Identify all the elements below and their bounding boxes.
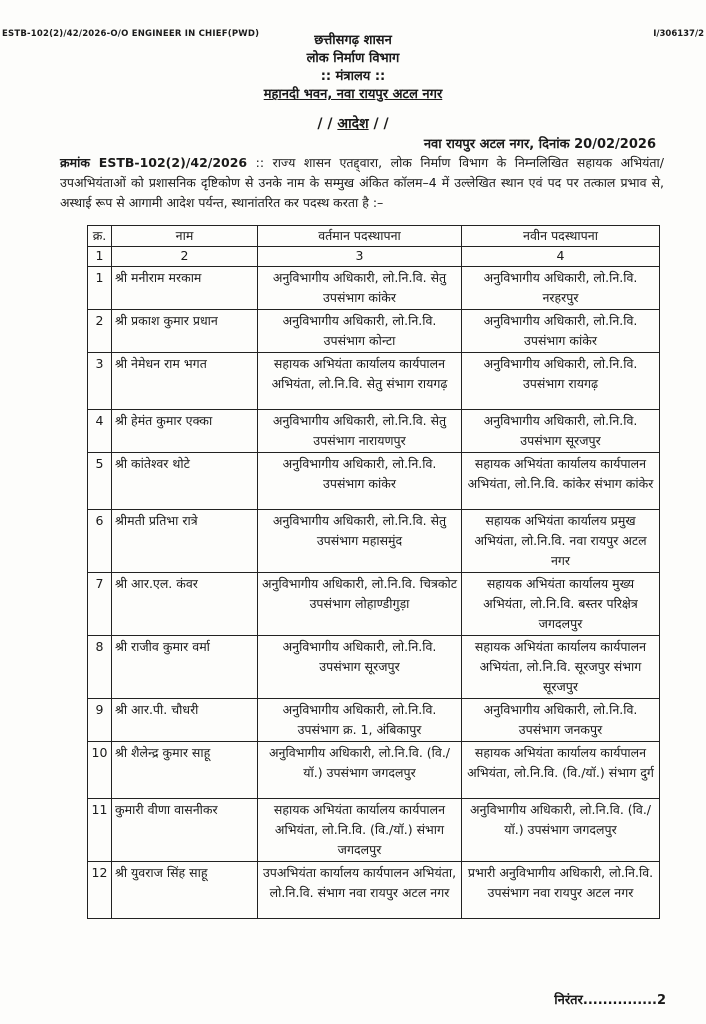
department-name: लोक निर्माण विभाग [306, 51, 400, 66]
serial-cell: 2 [88, 310, 112, 353]
current-posting-cell: अनुविभागीय अधिकारी, लो.नि.वि. उपसंभाग कांकेर [258, 453, 462, 510]
col-number: 2 [112, 247, 258, 267]
current-posting-cell: अनुविभागीय अधिकारी, लो.नि.वि. (वि./यॉ.) उपसंभाग जगदलपुर [258, 742, 462, 799]
name-cell: श्री राजीव कुमार वर्मा [112, 636, 258, 699]
serial-cell: 7 [88, 573, 112, 636]
order-title-label: आदेश [337, 116, 369, 132]
name-cell: श्री आर.एल. कंवर [112, 573, 258, 636]
col-header-serial: क्र. [88, 226, 112, 247]
col-header-current-posting: वर्तमान पदस्थापना [258, 226, 462, 247]
table-row [88, 862, 660, 919]
current-posting-cell: उपअभियंता कार्यालय कार्यपालन अभियंता, लो.नि.वि. संभाग नवा रायपुर अटल नगर [258, 862, 462, 919]
name-cell: कुमारी वीणा वासनीकर [112, 799, 258, 862]
current-posting-cell: अनुविभागीय अधिकारी, लो.नि.वि. चित्रकोट उपसंभाग लोहाण्डीगुड़ा [258, 573, 462, 636]
current-posting-cell: सहायक अभियंता कार्यालय कार्यपालन अभियंता, लो.नि.वि. (वि./यॉ.) संभाग जगदलपुर [258, 799, 462, 862]
serial-cell: 6 [88, 510, 112, 573]
table-row [88, 699, 660, 742]
order-title-left: / / [317, 116, 333, 132]
col-number: 1 [88, 247, 112, 267]
current-posting-cell: अनुविभागीय अधिकारी, लो.नि.वि. उपसंभाग सूरजपुर [258, 636, 462, 699]
col-header-name: नाम [112, 226, 258, 247]
order-paragraph [60, 153, 664, 213]
name-cell: श्री हेमंत कुमार एक्का [112, 410, 258, 453]
name-cell: श्रीमती प्रतिभा रात्रे [112, 510, 258, 573]
serial-cell: 12 [88, 862, 112, 919]
new-posting-cell: अनुविभागीय अधिकारी, लो.नि.वि. (वि./यॉ.) उपसंभाग जगदलपुर [462, 799, 660, 862]
name-cell: श्री कांतेश्वर थोटे [112, 453, 258, 510]
table-header-row [88, 226, 660, 247]
table-row [88, 453, 660, 510]
order-number: क्रमांक ESTB-102(2)/42/2026 [60, 155, 248, 170]
new-posting-cell: सहायक अभियंता कार्यालय कार्यपालन अभियंता, लो.नि.वि. सूरजपुर संभाग सूरजपुर [462, 636, 660, 699]
new-posting-cell: अनुविभागीय अधिकारी, लो.नि.वि. उपसंभाग रायगढ़ [462, 353, 660, 410]
table-row [88, 410, 660, 453]
serial-cell: 11 [88, 799, 112, 862]
col-number: 3 [258, 247, 462, 267]
column-number-row [88, 247, 660, 267]
table-row [88, 267, 660, 310]
ministry-label: :: मंत्रालय :: [320, 69, 386, 84]
table-row [88, 353, 660, 410]
new-posting-cell: सहायक अभियंता कार्यालय प्रमुख अभियंता, लो.नि.वि. नवा रायपुर अटल नगर [462, 510, 660, 573]
current-posting-cell: अनुविभागीय अधिकारी, लो.नि.वि. उपसंभाग कोन्टा [258, 310, 462, 353]
order-title [0, 114, 706, 133]
serial-cell: 3 [88, 353, 112, 410]
current-posting-cell: अनुविभागीय अधिकारी, लो.नि.वि. उपसंभाग क्र. 1, अंबिकापुर [258, 699, 462, 742]
name-cell: श्री प्रकाश कुमार प्रधान [112, 310, 258, 353]
file-reference: ESTB-102(2)/42/2026-O/O ENGINEER IN CHIEF(PWD) [2, 29, 260, 39]
serial-cell: 1 [88, 267, 112, 310]
serial-cell: 5 [88, 453, 112, 510]
table-row [88, 799, 660, 862]
name-cell: श्री युवराज सिंह साहू [112, 862, 258, 919]
place-date-line: नवा रायपुर अटल नगर, दिनांक 20/02/2026 [423, 137, 656, 152]
name-cell: श्री नेमेधन राम भगत [112, 353, 258, 410]
document-number: I/306137/2 [653, 29, 704, 39]
current-posting-cell: सहायक अभियंता कार्यालय कार्यपालन अभियंता, लो.नि.वि. सेतु संभाग रायगढ़ [258, 353, 462, 410]
table-row [88, 310, 660, 353]
new-posting-cell: सहायक अभियंता कार्यालय कार्यपालन अभियंता, लो.नि.वि. कांकेर संभाग कांकेर [462, 453, 660, 510]
col-header-new-posting: नवीन पदस्थापना [462, 226, 660, 247]
name-cell: श्री शैलेन्द्र कुमार साहू [112, 742, 258, 799]
serial-cell: 9 [88, 699, 112, 742]
name-cell: श्री आर.पी. चौधरी [112, 699, 258, 742]
col-number: 4 [462, 247, 660, 267]
serial-cell: 8 [88, 636, 112, 699]
new-posting-cell: अनुविभागीय अधिकारी, लो.नि.वि. उपसंभाग सूरजपुर [462, 410, 660, 453]
new-posting-cell: अनुविभागीय अधिकारी, लो.नि.वि. उपसंभाग जनकपुर [462, 699, 660, 742]
current-posting-cell: अनुविभागीय अधिकारी, लो.नि.वि. सेतु उपसंभाग नारायणपुर [258, 410, 462, 453]
table-row [88, 636, 660, 699]
table-row [88, 742, 660, 799]
new-posting-cell: सहायक अभियंता कार्यालय कार्यपालन अभियंता, लो.नि.वि. (वि./यॉ.) संभाग दुर्ग [462, 742, 660, 799]
current-posting-cell: अनुविभागीय अधिकारी, लो.नि.वि. सेतु उपसंभाग कांकेर [258, 267, 462, 310]
transfer-table [87, 225, 660, 919]
order-title-right: / / [373, 116, 389, 132]
government-name: छत्तीसगढ़ शासन [314, 33, 392, 48]
current-posting-cell: अनुविभागीय अधिकारी, लो.नि.वि. सेतु उपसंभाग महासमुंद [258, 510, 462, 573]
name-cell: श्री मनीराम मरकाम [112, 267, 258, 310]
new-posting-cell: अनुविभागीय अधिकारी, लो.नि.वि. उपसंभाग कांकेर [462, 310, 660, 353]
office-address: महानदी भवन, नवा रायपुर अटल नगर [263, 87, 443, 102]
order-text: :: राज्य शासन एतद्द्वारा, लोक निर्माण विभाग के निम्नलिखित सहायक अभियंता/उपअभियंताओं को प्रशासनिक दृष्टिकोण से उनके नाम के सम्मुख अंकित कॉलम–4 में उल्लेखित स्थान एवं पद पर तत्काल प्रभाव से, अस्थाई रूप से आगामी आदेश पर्यन्त, स्थानांतरित कर पदस्थ करता है :– [60, 155, 664, 210]
serial-cell: 10 [88, 742, 112, 799]
new-posting-cell: प्रभारी अनुविभागीय अधिकारी, लो.नि.वि. उपसंभाग नवा रायपुर अटल नगर [462, 862, 660, 919]
table-row [88, 573, 660, 636]
continued-note: निरंतर...............2 [554, 993, 666, 1008]
new-posting-cell: अनुविभागीय अधिकारी, लो.नि.वि. नरहरपुर [462, 267, 660, 310]
letterhead [0, 32, 706, 104]
serial-cell: 4 [88, 410, 112, 453]
table-row [88, 510, 660, 573]
new-posting-cell: सहायक अभियंता कार्यालय मुख्य अभियंता, लो.नि.वि. बस्तर परिक्षेत्र जगदलपुर [462, 573, 660, 636]
